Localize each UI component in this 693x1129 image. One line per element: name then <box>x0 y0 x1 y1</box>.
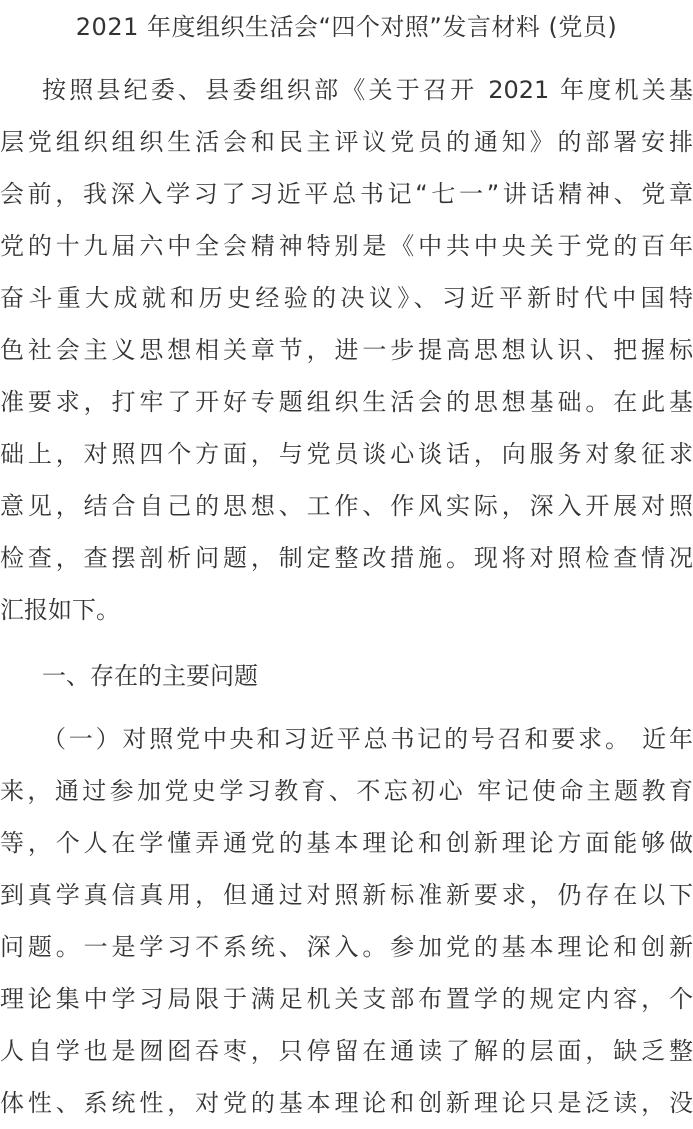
paragraph-line: 会前，我深入学习了习近平总书记“七一”讲话精神、党章 <box>0 180 693 208</box>
paragraph-line: 来，通过参加党史学习教育、不忘初心 牢记使命主题教育 <box>0 777 693 805</box>
paragraph-line: 按照县纪委、县委组织部《关于召开 2021 年度机关基 <box>42 76 693 104</box>
paragraph-line: 色社会主义思想相关章节，进一步提高思想认识、把握标 <box>0 336 693 364</box>
paragraph-line: 体性、系统性，对党的基本理论和创新理论只是泛读，没 <box>0 1089 693 1117</box>
paragraph-line: 理论集中学习局限于满足机关支部布置学的规定内容，个 <box>0 985 693 1013</box>
paragraph-line: 等，个人在学懂弄通党的基本理论和创新理论方面能够做 <box>0 829 693 857</box>
document-title: 2021 年度组织生活会“四个对照”发言材料 (党员) <box>75 13 618 41</box>
paragraph-line: （一）对照党中央和习近平总书记的号召和要求。 近年 <box>42 725 693 753</box>
paragraph-line: 汇报如下。 <box>0 596 120 624</box>
paragraph-line: 到真学真信真用，但通过对照新标准新要求，仍存在以下 <box>0 881 693 909</box>
paragraph-line: 准要求，打牢了开好专题组织生活会的思想基础。在此基 <box>0 388 693 416</box>
paragraph-line: 意见，结合自己的思想、工作、作风实际，深入开展对照 <box>0 492 693 520</box>
paragraph-line: 问题。一是学习不系统、深入。参加党的基本理论和创新 <box>0 933 693 961</box>
paragraph-line: 础上，对照四个方面，与党员谈心谈话，向服务对象征求 <box>0 440 693 468</box>
paragraph-line: 人自学也是囫囵吞枣，只停留在通读了解的层面，缺乏整 <box>0 1037 693 1065</box>
paragraph-line: 奋斗重大成就和历史经验的决议》、习近平新时代中国特 <box>0 284 693 312</box>
paragraph-line: 检查，查摆剖析问题，制定整改措施。现将对照检查情况 <box>0 544 693 572</box>
paragraph-intro <box>0 64 693 636</box>
paragraph-line: 党的十九届六中全会精神特别是《中共中央关于党的百年 <box>0 232 693 260</box>
paragraph-line: 层党组织组织生活会和民主评议党员的通知》的部署安排 <box>0 128 693 156</box>
section-heading: 一、存在的主要问题 <box>42 662 258 690</box>
paragraph-problems <box>0 713 693 1129</box>
